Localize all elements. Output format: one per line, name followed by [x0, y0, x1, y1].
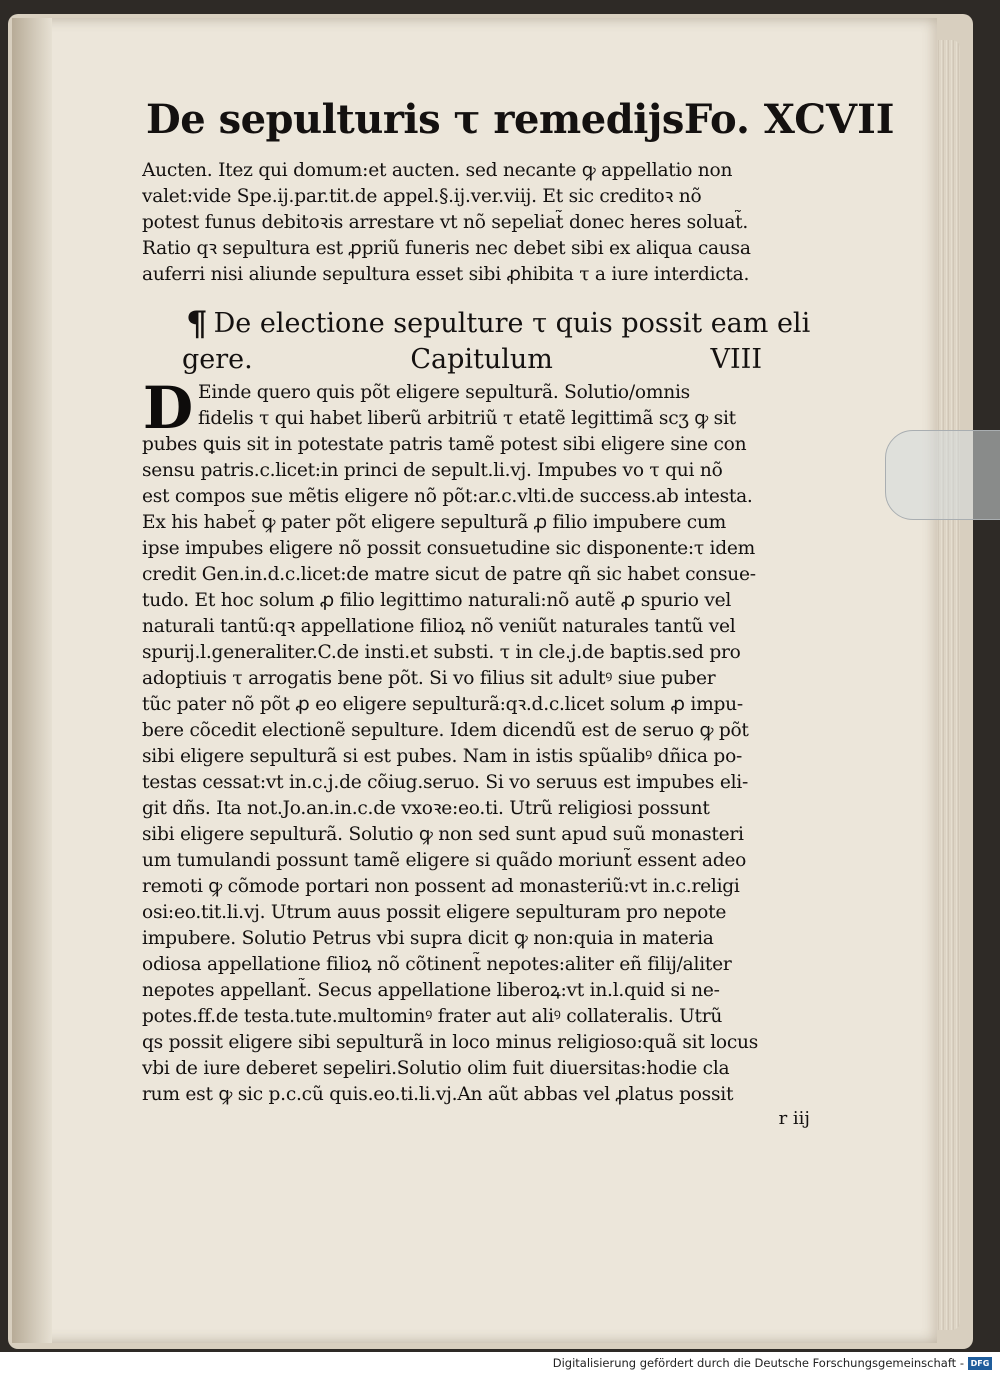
- page-spine-shadow: [12, 18, 52, 1343]
- page-marker-tab: [885, 430, 1000, 520]
- text-line: sibi eligere sepulturã. Solutio ꝙ non sed sunt apud suũ monasteri: [142, 824, 744, 845]
- decorated-initial: D: [142, 374, 194, 442]
- text-line: qs possit eligere sibi sepulturã in loco minus religioso:quã sit locus: [142, 1032, 759, 1053]
- text-line: nepotes appellant̃. Secus appellatione liberoꝝ:vt in.l.quid si ne-: [142, 980, 720, 1001]
- chapter-number: VIII: [710, 344, 762, 375]
- text-line: git dñs. Ita not.Jo.an.in.c.de vxoꝛe:eo.ti. Utrũ religiosi possunt: [142, 798, 710, 819]
- text-line: odiosa appellatione filioꝝ nõ cõtinent̃ nepotes:aliter eñ filij/aliter: [142, 954, 732, 975]
- text-line: impubere. Solutio Petrus vbi supra dicit ꝙ non:quia in materia: [142, 928, 714, 949]
- chapter-title-line2: gere.: [182, 344, 253, 375]
- text-line: testas cessat:vt in.c.j.de cõiug.seruo. Si vo seruus est impubes eli-: [142, 772, 749, 793]
- text-line: Aucten. Itez qui domum:et aucten. sed necante ꝙ appellatio non: [142, 160, 733, 181]
- text-line: um tumulandi possunt tamẽ eligere si quãdo moriunt̃ essent adeo: [142, 850, 747, 871]
- text-line: naturali tantũ:qꝛ appellatione filioꝝ nõ veniũt naturales tantũ vel: [142, 616, 736, 637]
- chapter-label: Capitulum: [410, 344, 553, 375]
- text-line: fidelis τ qui habet liberũ arbitriũ τ etatẽ legittimã scʒ ꝙ sit: [198, 408, 736, 429]
- text-line: remoti ꝙ cõmode portari non possent ad monasteriũ:vt in.c.religi: [142, 876, 740, 897]
- intro-paragraph: [142, 158, 810, 288]
- text-line: vbi de iure deberet sepeliri.Solutio olim fuit diuersitas:hodie cla: [142, 1058, 730, 1079]
- funding-credit: Digitalisierung gefördert durch die Deutsche Forschungsgemeinschaft -: [552, 1356, 964, 1370]
- text-line: osi:eo.tit.li.vj. Utrum auus possit eligere sepulturam pro nepote: [142, 902, 727, 923]
- chapter-heading: [142, 306, 810, 378]
- text-line: tũc pater nõ põt ꝓ eo eligere sepulturã:qꝛ.d.c.licet solum ꝓ impu-: [142, 694, 743, 715]
- text-line: credit Gen.in.d.c.licet:de matre sicut de patre qñ sic habet consue-: [142, 564, 756, 585]
- running-head-title: De sepulturis τ remedijs: [146, 96, 684, 143]
- text-line: potest funus debitoꝛis arrestare vt nõ sepeliat̃ donec heres soluat̃.: [142, 212, 749, 233]
- digitization-footer: [0, 1352, 1000, 1376]
- text-line: bere cõcedit electionẽ sepulture. Idem dicendũ est de seruo ꝙ põt: [142, 720, 749, 741]
- chapter-title-line1: De electione sepulture τ quis possit eam eli: [213, 308, 811, 339]
- text-line: ipse impubes eligere nõ possit consuetudine sic disponente:τ idem: [142, 538, 756, 559]
- text-line: rum est ꝙ sic p.c.cũ quis.eo.ti.li.vj.An aũt abbas vel ꝓlatus possit: [142, 1084, 734, 1105]
- text-line: Einde quero quis põt eligere sepulturã. Solutio/omnis: [198, 382, 690, 403]
- text-line: Ratio qꝛ sepultura est ꝓpriũ funeris nec debet sibi ex aliqua causa: [142, 238, 751, 259]
- text-line: Ex his habet̃ ꝙ pater põt eligere sepulturã ꝓ filio impubere cum: [142, 512, 727, 533]
- text-line: sibi eligere sepulturã si est pubes. Nam in istis spũalibꝰ dñica po-: [142, 746, 743, 767]
- text-line: pubes ꝗuis sit in potestate patris tamẽ potest sibi eligere sine con: [142, 434, 747, 455]
- running-head: [142, 96, 895, 158]
- text-line: valet:vide Spe.ij.par.tit.de appel.§.ij.ver.viij. Et sic creditoꝛ nõ: [142, 186, 702, 207]
- text-line: est compos sue mẽtis eligere nõ põt:ar.c.vlti.de success.ab intesta.: [142, 486, 753, 507]
- chapter-body: [142, 374, 810, 1134]
- dfg-logo: DFG: [968, 1357, 992, 1370]
- text-line: sensu patris.c.licet:in princi de sepult.li.vj. Impubes vo τ qui nõ: [142, 460, 723, 481]
- folio-number: Fo. XCVII: [683, 96, 895, 143]
- text-line: auferri nisi aliunde sepultura esset sibi ꝓhibita τ a iure interdicta.: [142, 264, 750, 285]
- pilcrow-mark: ¶: [186, 304, 208, 344]
- text-line: spurij.l.generaliter.C.de insti.et substi. τ in cle.j.de baptis.sed pro: [142, 642, 741, 663]
- printed-text-block: [142, 96, 895, 1134]
- text-line: tudo. Et hoc solum ꝓ filio legittimo naturali:nõ autẽ ꝓ spurio vel: [142, 590, 732, 611]
- signature-mark: r iij: [778, 1108, 810, 1129]
- text-line: potes.ff.de testa.tute.multominꝰ frater aut aliꝰ collateralis. Utrũ: [142, 1006, 723, 1027]
- text-line: adoptiuis τ arrogatis bene põt. Si vo filius sit adultꝰ siue puber: [142, 668, 716, 689]
